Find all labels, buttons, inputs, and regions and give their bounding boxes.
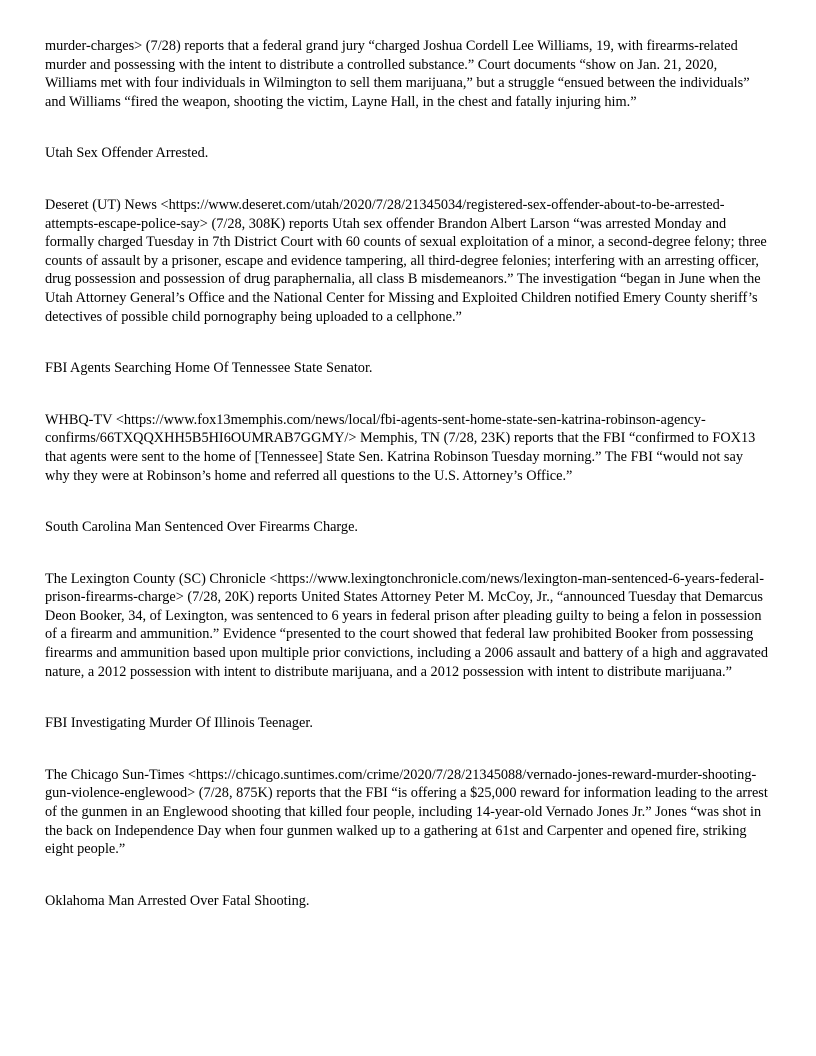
section-heading: South Carolina Man Sentenced Over Firearms Charge. [45, 519, 359, 536]
body-paragraph: Deseret (UT) News <https://www.deseret.com/utah/2020/7/28/21345034/registered-sex-offender-about-to-be-arrested-attempts-escape-police-say> (7/28, 308K) reports Utah sex offender Brandon Albert Larson “was arrested Monday and formally charged Tuesday in 7th District Court with 60 counts of sexual exploitation of a minor, a second-degree felony; three counts of assault by a prisoner, escape and evidence tampering, all third-degree felonies; interfering with an arresting officer, drug possession and possession of drug paraphernalia, all class B misdemeanors.” The investigation “began in June when the Utah Attorney General’s Office and the National Center for Missing and Exploited Children notified Emery County sheriff’s detectives of possible child pornography being uploaded to a cellphone.” [45, 196, 767, 325]
body-paragraph: murder-charges> (7/28) reports that a federal grand jury “charged Joshua Cordell Lee Williams, 19, with firearms-related murder and possessing with the intent to distribute a controlled substance.” Court documents “show on Jan. 21, 2020, Williams met with four individuals in Wilmington to sell them marijuana,” but a struggle “ensued between the individuals” and Williams “fired the weapon, shooting the victim, Layne Hall, in the chest and fatally injuring him.” [45, 38, 750, 110]
body-paragraph: WHBQ-TV <https://www.fox13memphis.com/news/local/fbi-agents-sent-home-state-sen-katrina-robinson-agency-confirms/66TXQQXHH5B5HI6OUMRAB7GGMY/> Memphis, TN (7/28, 23K) reports that the FBI “confirmed to FOX13 that agents were sent to the home of [Tennessee] State Sen. Katrina Robinson Tuesday morning.” The FBI “would not say why they were at Robinson’s home and referred all questions to the U.S. Attorney’s Office.” [45, 411, 756, 484]
body-paragraph: The Lexington County (SC) Chronicle <https://www.lexingtonchronicle.com/news/lexington-man-sentenced-6-years-federal-prison-firearms-charge> (7/28, 20K) reports United States Attorney Peter M. McCoy, Jr., “announced Tuesday that Demarcus Deon Booker, 34, of Lexington, was sentenced to 6 years in federal prison after pleading guilty to being a felon in possession of a firearm and ammunition.” Evidence “presented to the court showed that federal law prohibited Booker from possessing firearms and ammunition based upon multiple prior convictions, including a 2006 assault and battery of a high and aggravated nature, a 2012 possession with intent to distribute marijuana, and a 2012 possession with intent to distribute marijuana.” [45, 570, 768, 680]
section-heading: Oklahoma Man Arrested Over Fatal Shooting. [45, 892, 310, 909]
section-heading: FBI Agents Searching Home Of Tennessee State Senator. [45, 360, 373, 377]
section-heading: Utah Sex Offender Arrested. [45, 145, 209, 162]
body-paragraph: The Chicago Sun-Times <https://chicago.suntimes.com/crime/2020/7/28/21345088/vernado-jones-reward-murder-shooting-gun-violence-englewood> (7/28, 875K) reports that the FBI “is offering a $25,000 reward for information leading to the arrest of the gunmen in an Englewood shooting that killed four people, including 14-year-old Vernado Jones Jr.” Jones “was shot in the back on Independence Day when four gunmen walked up to a gathering at 61st and Carpenter and opened fire, striking eight people.” [45, 766, 768, 858]
section-heading: FBI Investigating Murder Of Illinois Teenager. [45, 715, 313, 732]
